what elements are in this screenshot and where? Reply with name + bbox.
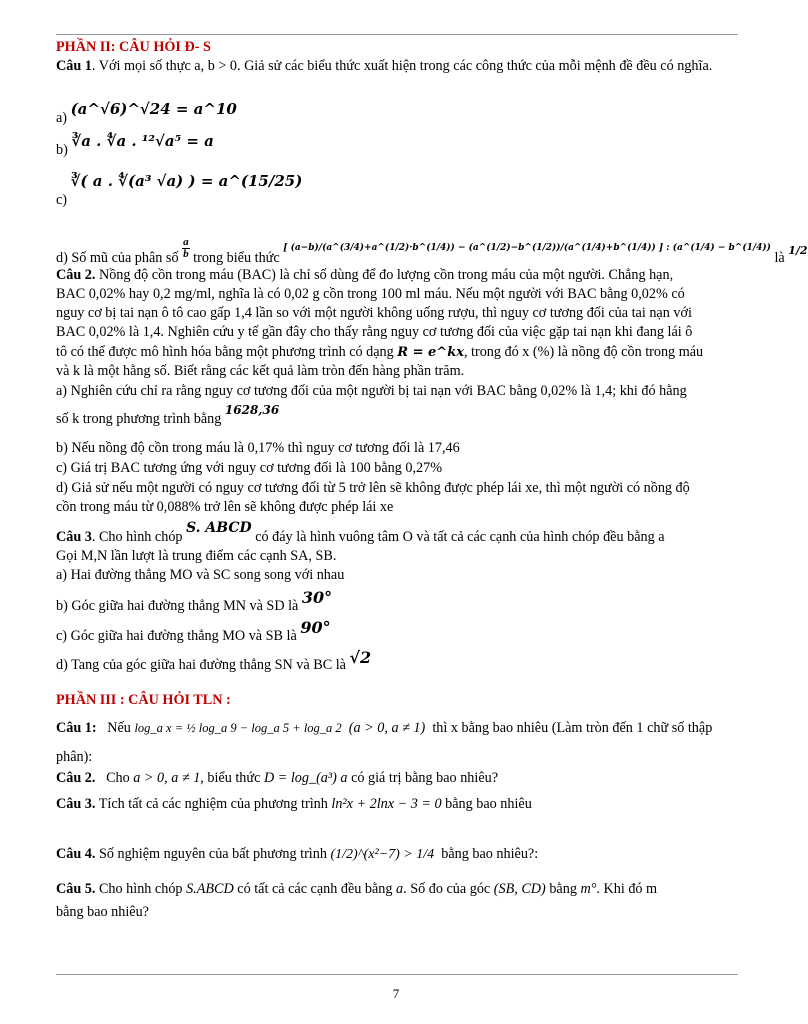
q3-option-b: b) Góc giữa hai đường thẳng MN và SD là 30° <box>56 588 333 614</box>
q2-option-a-line2: số k trong phương trình bằng 1628,36 <box>56 403 280 427</box>
q2-a-value: 1628,36 <box>224 403 280 417</box>
question-3: Câu 3. Cho hình chóp S. ABCD có đáy là hình vuông tâm O và tất cả các cạnh của hình chóp đều bằng a <box>56 520 665 545</box>
q1-b-formula: ∛a . ∜a . ¹²√a⁵ = a <box>71 132 214 150</box>
q1-option-b: b) ∛a . ∜a . ¹²√a⁵ = a <box>56 132 214 158</box>
q2-formula: R = e^kx <box>397 345 464 360</box>
question-1 <box>56 57 740 76</box>
q1-c-formula: ∛( a . ∜(a³ √a) ) = a^(15/25) <box>70 172 303 190</box>
question-2: Câu 2. Nồng độ cồn trong máu (BAC) là chỉ số dùng để đo lượng cồn trong máu của một người. Chẳng hạn, <box>56 267 674 283</box>
q1-option-d: d) Số mũ của phân số $\frac{a}{b}$ trong biểu thức $_{[ (a-b)/(a\^{}(3/4)+a\^{}(1/2)\cdot b\^{}(1/4)) - (a\^{}(1/2)-b\^{}(1/2))/(a\^{}(1/4)+b\^{}(1/4)) ] : (a\^{}(1/4) - b\^{}(1/4))}$ là $_{1/2}$ <box>56 236 808 266</box>
q2-option-c: c) Giá trị BAC tương ứng với nguy cơ tương đối là 100 bằng 0,27% <box>56 460 443 476</box>
q3-option-c: c) Góc giữa hai đường thẳng MO và SB là 90° <box>56 618 331 644</box>
q1-option-a: a) (a^√6)^√24 = a^10 <box>56 100 237 126</box>
p3-question-2: Câu 2. Cho a > 0, a ≠ 1, biểu thức D = log_(a³) a có giá trị bằng bao nhiêu? <box>56 770 499 786</box>
q2-label: Câu 2. <box>56 267 96 283</box>
p3-question-3: Câu 3. Tích tất cả các nghiệm của phương trình ln²x + 2lnx − 3 = 0 bằng bao nhiêu <box>56 796 532 812</box>
q3-d-value: √2 <box>349 648 372 667</box>
p3-q3-label: Câu 3. <box>56 796 96 812</box>
q1-text: . Với mọi số thực a, b > 0. Giả sử các biểu thức xuất hiện trong các công thức của mỗi mệnh đề đều có nghĩa. <box>91 58 713 74</box>
q3-c-value: 90° <box>300 618 331 637</box>
p3-q2-label: Câu 2. <box>56 770 96 786</box>
q2-option-a: a) Nghiên cứu chỉ ra rằng nguy cơ tương đối của một người bị tai nạn với BAC bằng 0,02% là 1,4; khi đó hằng <box>56 383 687 399</box>
q2-option-d: d) Giả sử nếu một người có nguy cơ tương đối từ 5 trở lên sẽ không được phép lái xe, thì một người có nồng độ <box>56 480 690 496</box>
q3-label: Câu 3 <box>56 529 92 545</box>
q1-a-formula: (a^√6)^√24 = a^10 <box>70 100 237 118</box>
q1-d-expression: [ (a−b)/(a^(3/4)+a^(1/2)·b^(1/4)) − (a^(1/2)−b^(1/2))/(a^(1/4)+b^(1/4)) ] : (a^(1/4) − b^(1/4)) <box>283 242 771 253</box>
p3-q2-formula: D = log_(a³) a <box>263 770 348 786</box>
p3-q2-condition: a > 0, a ≠ 1 <box>133 770 201 786</box>
q1-d-fraction-ab: $\frac{a}{b}$ <box>183 236 189 260</box>
q2-line-4: BAC 0,02% là 1,4. Nghiên cứu y tế gần đây cho thấy rằng nguy cơ tương đối của việc gặp tai nạn khi đang lái ô <box>56 324 693 340</box>
q3-b-value: 30° <box>301 588 333 607</box>
q2-line-5: tô có thể được mô hình hóa bằng một phương trình có dạng R = e^kx, trong đó x (%) là nồng độ cồn trong máu <box>56 344 704 360</box>
p3-q3-formula: ln²x + 2lnx − 3 = 0 <box>331 796 442 812</box>
q1-d-answer: 1/2 <box>788 243 808 257</box>
q3-line-2: Gọi M,N lần lượt là trung điểm các cạnh SA, SB. <box>56 548 337 564</box>
q3-option-d: d) Tang của góc giữa hai đường thẳng SN và BC là √2 <box>56 648 372 673</box>
p3-q4-label: Câu 4. <box>56 846 96 862</box>
p3-question-1: Câu 1: Nếu log_a x = ½ log_a 9 − log_a 5 + log_a 2 (a > 0, a ≠ 1) thì x bằng bao nhiêu (Làm tròn đến 1 chữ số thập <box>56 720 713 736</box>
q2-option-b: b) Nếu nồng độ cồn trong máu là 0,17% thì nguy cơ tương đối là 17,46 <box>56 440 460 456</box>
bottom-rule <box>56 974 738 975</box>
q3-shape: S. ABCD <box>186 520 252 536</box>
p3-q5-label: Câu 5. <box>56 881 96 897</box>
q2-line-2: BAC 0,02% hay 0,2 mg/ml, nghĩa là có 0,02 g cồn trong 100 ml máu. Nếu một người với BAC bằng 0,02% có <box>56 286 685 302</box>
part2-heading: PHẦN II: CÂU HỎI Đ- S <box>56 39 211 55</box>
p3-question-4: Câu 4. Số nghiệm nguyên của bất phương trình (1/2)^(x²−7) > 1/4 bằng bao nhiêu?: <box>56 846 539 862</box>
q2-line-6: và k là một hằng số. Biết rằng các kết quả làm tròn đến hàng phần trăm. <box>56 363 465 379</box>
p3-q1-condition: (a > 0, a ≠ 1) <box>348 720 426 736</box>
p3-question-5: Câu 5. Cho hình chóp S.ABCD có tất cả các cạnh đều bằng a. Số đo của góc (SB, CD) bằng m°. Khi đó m <box>56 881 658 897</box>
part3-heading: PHẦN III : CÂU HỎI TLN : <box>56 692 231 708</box>
p3-q4-formula: (1/2)^(x²−7) > 1/4 <box>330 847 435 862</box>
q2-line-3: nguy cơ bị tai nạn ô tô cao gấp 1,4 lần so với một người không uống rượu, thì nguy cơ tương đối của tai nạn với <box>56 305 692 321</box>
p3-q1-formula: log_a x = ½ log_a 9 − log_a 5 + log_a 2 <box>134 721 342 735</box>
p3-q5-unit: m° <box>580 881 597 897</box>
p3-q5-line-2: bằng bao nhiêu? <box>56 904 149 920</box>
page-number: 7 <box>392 986 400 1001</box>
p3-q5-shape: S.ABCD <box>186 881 234 897</box>
q2-option-d-line2: cồn trong máu từ 0,088% trở lên sẽ không được phép lái xe <box>56 499 394 515</box>
q1-option-c: c) ∛( a . ∜(a³ √a) ) = a^(15/25) <box>56 172 303 208</box>
p3-q5-angle: (SB, CD) <box>493 881 546 897</box>
q3-option-a: a) Hai đường thẳng MO và SC song song với nhau <box>56 567 345 583</box>
top-rule <box>56 34 738 35</box>
p3-q5-edge: a <box>396 881 404 897</box>
p3-q1-line-2: phân): <box>56 749 93 765</box>
p3-q1-label: Câu 1: <box>56 720 97 736</box>
q1-label: Câu 1 <box>56 58 92 74</box>
